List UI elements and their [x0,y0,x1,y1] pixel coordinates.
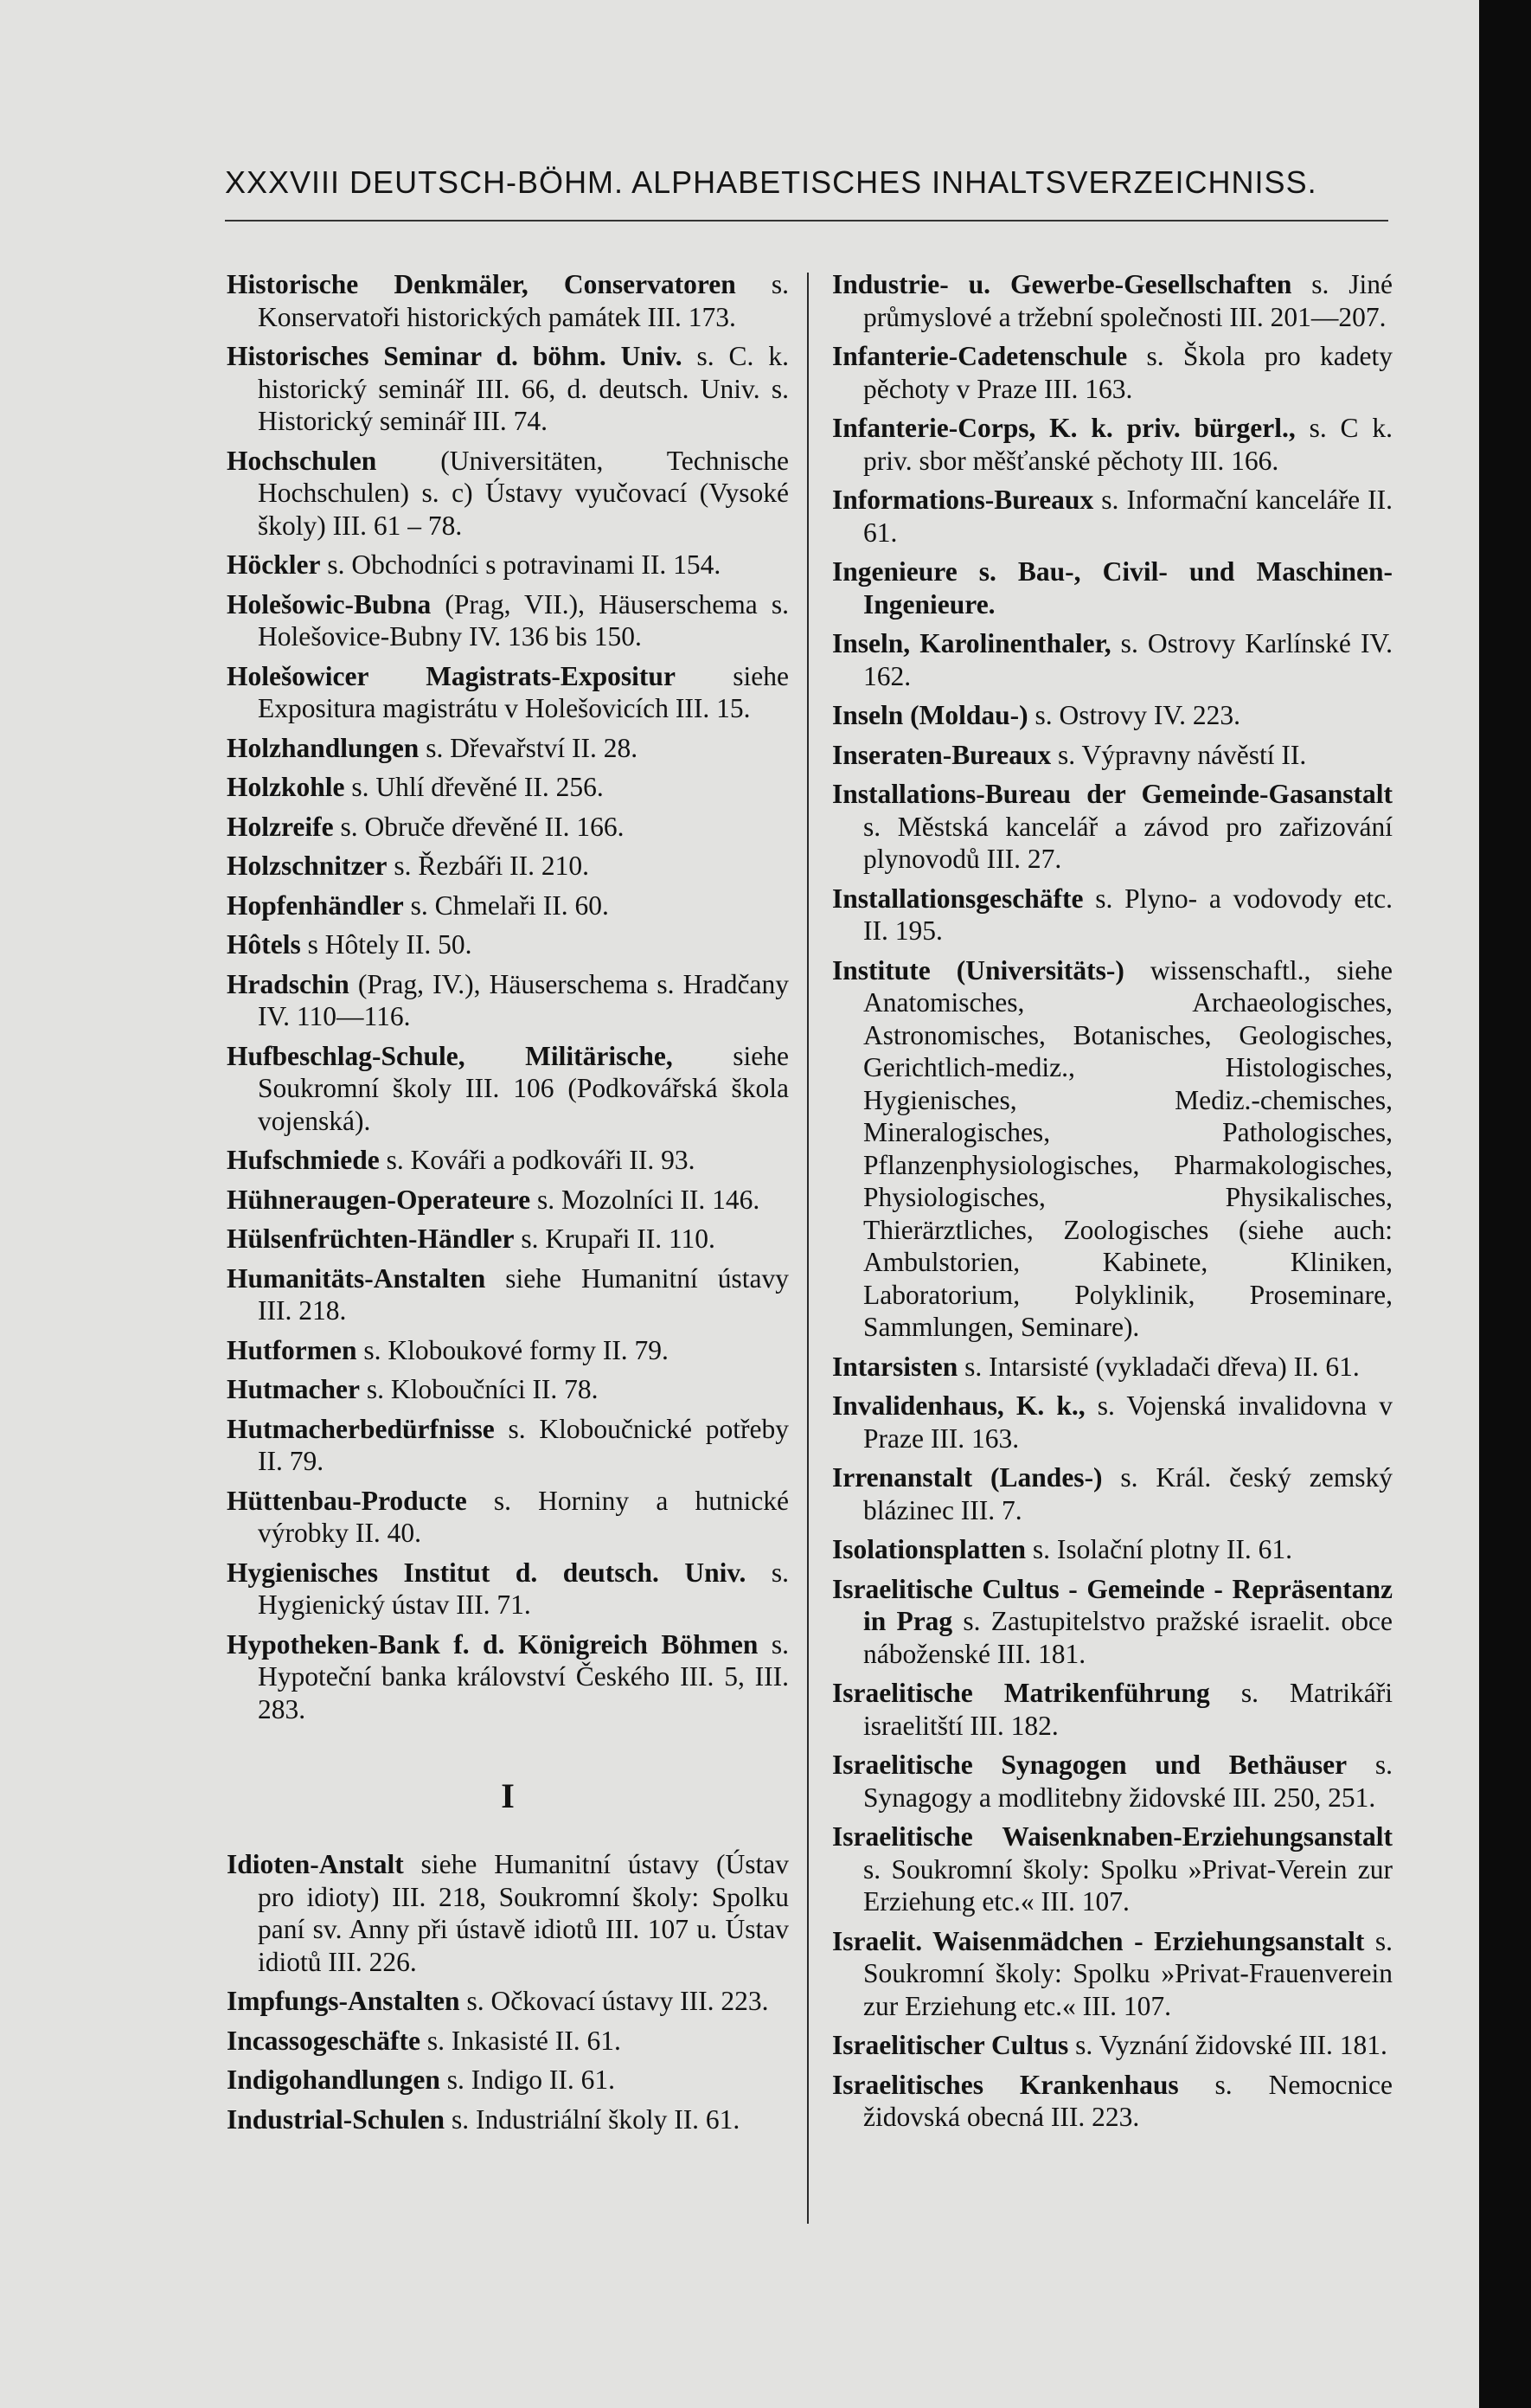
entry-reference: s. Chmelaři II. 60. [403,889,609,921]
index-entry [227,2103,789,2136]
entry-heading: Humanitäts-Anstalten [227,1262,486,1294]
section-letter: I [501,1776,515,1815]
entry-reference: s. Matrikáři israelitští III. 182. [863,1678,1393,1741]
entry-heading: Hülsenfrüchten-Händler [227,1223,515,1254]
entries-i [227,1848,789,2135]
index-entry [227,1628,789,1726]
entry-heading: Holešowic-Bubna [227,588,432,620]
index-entry [832,1925,1393,2023]
entry-heading: Hufschmiede [227,1145,380,1175]
header-rule [225,220,1388,222]
entry-heading: Inseraten-Bureaux [832,739,1052,770]
index-entry [227,268,789,333]
entry-reference: s. Řezbáři II. 210. [387,851,590,881]
index-entry [227,889,789,922]
entry-heading: Hôtels [227,929,301,960]
entry-heading: Hradschin [227,968,349,999]
entry-heading: Hufbeschlag-Schule, Militärische, [227,1040,673,1071]
index-entry [227,1557,789,1621]
entry-reference: s. Informační kanceláře II. 61. [863,485,1393,548]
index-entry [832,627,1393,692]
entry-heading: Idioten-Anstalt [227,1849,404,1879]
index-entry [227,660,789,725]
index-entry [227,340,789,438]
entry-reference: s. Městská kancelář a závod pro zařizování plynovodů III. 27. [863,811,1393,874]
entry-reference: s. Ostrovy Karlínské IV. 162. [863,628,1393,691]
entry-reference: s. C k. priv. sbor měšťanské pěchoty III. 166. [863,413,1393,476]
index-entry [227,1413,789,1478]
entry-heading: Hutformen [227,1334,357,1365]
index-entry [227,1334,789,1367]
index-entry [227,968,789,1033]
index-entry [227,1040,789,1138]
entry-reference: s. Obruče dřevěné II. 166. [333,811,625,842]
entry-heading: Inseln (Moldau-) [832,700,1028,730]
entry-heading: Israelitische Cultus - Gemeinde - Repräsentanz in Prag [832,1573,1393,1636]
entry-reference: s. Indigo II. 61. [439,2064,616,2095]
index-entry [227,445,789,543]
entry-heading: Holešowicer Magistrats-Expositur [227,660,676,691]
entry-reference: (Prag, IV.), Häuserschema s. Hradčany IV. 110—116. [258,968,789,1031]
entry-heading: Hygienisches Institut d. deutsch. Univ. [227,1557,746,1588]
index-entry [832,778,1393,876]
entry-reference: s. Horniny a hutnické výrobky II. 40. [258,1485,789,1548]
index-entry [227,588,789,653]
entry-reference: s. Plyno- a vodovody etc. II. 195. [863,883,1393,946]
entry-reference: s. Konservatoři historických památek III. 173. [258,269,789,332]
entry-reference: s. Soukromní školy: Spolku »Privat-Frauenverein zur Erziehung etc.« III. 107. [863,1925,1393,2021]
index-entry [832,1390,1393,1454]
entry-heading: Industrial-Schulen [227,2103,445,2135]
entry-heading: Holzreife [227,811,334,842]
index-entry [832,268,1393,333]
index-entry [832,883,1393,947]
index-entry [832,412,1393,477]
entry-heading: Israelitische Waisenknaben-Erziehungsanstalt [832,1821,1393,1852]
entry-heading: Infanterie-Cadetenschule [832,341,1128,371]
entry-reference: s. Hypoteční banka království Českého III. 5, III. 283. [258,1628,789,1724]
entry-reference: s. Kloboučníci II. 78. [359,1374,599,1404]
entry-reference: s. Mozolníci II. 146. [530,1184,760,1215]
entry-heading: Hopfenhändler [227,889,404,921]
entry-reference: s. Vojenská invalidovna v Praze III. 163. [863,1390,1393,1454]
index-entry [832,1820,1393,1918]
entry-heading: Historisches Seminar d. böhm. Univ. [227,341,682,371]
entry-reference: s. Očkovací ústavy III. 223. [459,1986,769,2016]
index-entry [227,732,789,765]
entry-heading: Installationsgeschäfte [832,883,1084,914]
entry-reference: s. Ostrovy IV. 223. [1028,700,1240,730]
index-entry [227,2025,789,2058]
entry-heading: Israelitisches Krankenhaus [832,2069,1179,2100]
index-entry [227,1373,789,1406]
index-entry [832,739,1393,772]
entry-reference: siehe Humanitní ústavy (Ústav pro idioty) III. 218, Soukromní školy: Spolku paní sv. Anny při ústavě idiotů III. 107 u. Ústav idiotů III. 226. [258,1849,789,1977]
entry-reference: s. Obchodníci s potravinami II. 154. [320,549,721,580]
index-entry [227,771,789,804]
index-entry [832,1677,1393,1742]
entry-heading: Hutmacher [227,1374,360,1404]
index-entry [832,954,1393,1344]
entries-h [227,268,789,1725]
entry-heading: Institute (Universitäts-) [832,954,1124,986]
entry-reference: s. Industriální školy II. 61. [445,2103,740,2135]
index-entry [227,549,789,581]
index-entry [832,1749,1393,1814]
entry-heading: Inseln, Karolinenthaler, [832,628,1111,658]
entry-heading: Invalidenhaus, K. k., [832,1390,1086,1421]
entry-reference: s. Kloboučnické potřeby II. 79. [258,1413,789,1476]
entries-right [832,268,1393,2134]
entry-heading: Hypotheken-Bank f. d. Königreich Böhmen [227,1628,759,1660]
entry-heading: Isolationsplatten [832,1534,1027,1564]
index-entry [227,1262,789,1327]
index-entry [227,1144,789,1177]
entry-reference: s. Dřevařství II. 28. [419,732,638,763]
index-entry [227,1985,789,2018]
entry-reference: (Prag, VII.), Häuserschema s. Holešovice-Bubny IV. 136 bis 150. [258,588,789,652]
entry-heading: Impfungs-Anstalten [227,1986,460,2016]
entry-heading: Incassogeschäfte [227,2025,420,2056]
entry-heading: Hühneraugen-Operateure [227,1184,531,1215]
entry-heading: Holzschnitzer [227,851,388,881]
entry-heading: Installations-Bureau der Gemeinde-Gasanstalt [832,779,1393,809]
entry-heading: Hutmacherbedürfnisse [227,1413,495,1444]
entry-reference: s. Krupaři II. 110. [514,1223,715,1254]
entry-heading: Israelitische Synagogen und Bethäuser [832,1750,1348,1780]
index-entry [227,1848,789,1978]
entry-reference: s. Isolační plotny II. 61. [1026,1534,1293,1564]
index-entry [227,1223,789,1255]
index-entry [832,484,1393,549]
entry-reference: s. Výpravny návěstí II. [1051,739,1307,770]
entry-reference: s. Intarsisté (vykladači dřeva) II. 61. [958,1351,1360,1382]
index-entry [227,928,789,961]
entry-heading: Industrie- u. Gewerbe-Gesellschaften [832,269,1292,299]
index-entry [832,555,1393,620]
entry-reference: s Hôtely II. 50. [300,929,472,960]
entry-heading: Holzkohle [227,772,345,802]
column-divider [807,273,809,2224]
entry-reference: (Universitäten, Technische Hochschulen) s. c) Ústavy vyučovací (Vysoké školy) III. 61 – 78. [258,445,789,541]
entry-heading: Israelitische Matrikenführung [832,1678,1210,1708]
entry-reference: siehe Soukromní školy III. 106 (Podkovářská škola vojenská). [258,1040,789,1136]
entry-reference: s. C. k. historický seminář III. 66, d. deutsch. Univ. s. Historický seminář III. 74. [258,341,789,436]
entry-reference: s. Soukromní školy: Spolku »Privat-Verein zur Erziehung etc.« III. 107. [863,1853,1393,1917]
entry-reference: s. Kloboukové formy II. 79. [356,1334,669,1365]
entry-reference: siehe Humanitní ústavy III. 218. [258,1262,789,1326]
entry-heading: Holzhandlungen [227,732,420,763]
entry-reference: s. Inkasisté II. 61. [420,2025,621,2056]
entry-heading: Israelit. Waisenmädchen - Erziehungsanstalt [832,1925,1365,1956]
entry-reference: s. Zastupitelstvo pražské israelit. obce náboženské III. 181. [863,1606,1393,1669]
index-entry [832,1533,1393,1566]
entry-reference: wissenschaftl., siehe Anatomisches, Archaeologisches, Astronomisches, Botanisches, Geologisches, Gerichtlich-mediz., Histologisches, Hygienisches, Mediz.-chemisches, Mineralogisches, Pathologisches, Pflanzenphysiologisches, Pharmakologisches, Physiologisches, Physikalisches, Thierärztliches, Zoologisches (siehe auch: Ambulstorien, Kabinete, Kliniken, Laboratorium, Polyklinik, Proseminare, Sammlungen, Seminare). [863,954,1393,1342]
entry-reference: s. Škola pro kadety pěchoty v Praze III. 163. [863,341,1393,404]
index-entry [832,340,1393,405]
entry-heading: Intarsisten [832,1351,958,1382]
entry-reference: s. Hygienický ústav III. 71. [258,1557,789,1620]
entry-reference: s. Kováři a podkováři II. 93. [379,1145,695,1175]
index-entry [832,2029,1393,2062]
entry-heading: Infanterie-Corps, K. k. priv. bürgerl., [832,413,1296,443]
index-entry [832,699,1393,732]
entry-heading: Israelitischer Cultus [832,2030,1069,2060]
index-entry [227,811,789,844]
index-entry [227,1184,789,1217]
right-column [832,268,1393,2141]
index-entry [832,1573,1393,1671]
entry-heading: Hüttenbau-Producte [227,1485,467,1516]
scan-edge [1479,0,1531,2408]
entry-heading: Irrenanstalt (Landes-) [832,1462,1103,1493]
entry-heading: Historische Denkmäler, Conservatoren [227,269,736,299]
running-header: XXXVIII DEUTSCH-BÖHM. ALPHABETISCHES INHALTSVERZEICHNISS. [225,164,1317,200]
entry-heading: Indigohandlungen [227,2064,440,2095]
left-column [227,268,789,2142]
index-entry [832,1351,1393,1384]
entry-reference: s. Uhlí dřevěné II. 256. [344,772,604,802]
entry-reference: s. Král. český zemský blázinec III. 7. [863,1462,1393,1525]
entry-reference: siehe Expositura magistrátu v Holešovicích III. 15. [258,660,789,723]
entry-heading: Höckler [227,549,321,580]
index-entry [832,1461,1393,1526]
entry-reference: s. Vyznání židovské III. 181. [1068,2030,1387,2060]
entry-heading: Informations-Bureaux [832,485,1094,515]
entry-reference: s. Jiné průmyslové a tržební společnosti III. 201—207. [863,269,1393,332]
entry-reference: s. Synagogy a modlitebny židovské III. 250, 251. [863,1750,1393,1813]
index-entry [227,850,789,883]
index-entry [227,1485,789,1550]
entry-heading: Hochschulen [227,445,377,476]
index-entry [227,2064,789,2097]
entry-reference: s. Nemocnice židovská obecná III. 223. [863,2069,1393,2132]
entry-heading: Ingenieure s. Bau-, Civil- und Maschinen-Ingenieure. [832,556,1393,620]
index-entry [832,2069,1393,2134]
